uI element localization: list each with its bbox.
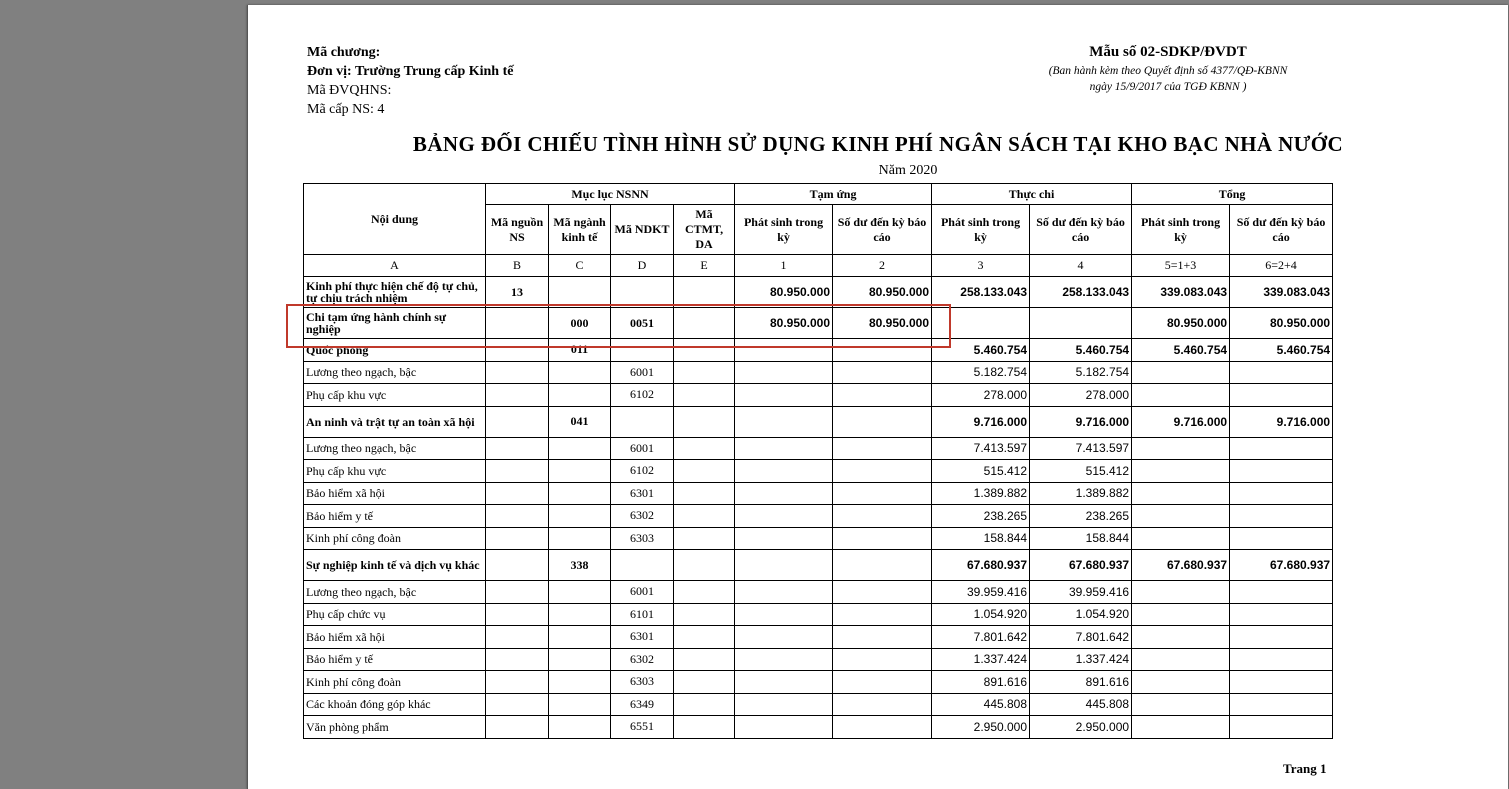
- amount-cell: [735, 648, 833, 671]
- code-cell: [674, 308, 735, 339]
- amount-cell: [735, 361, 833, 384]
- amount-cell: 278.000: [1030, 384, 1132, 407]
- code-cell: [674, 648, 735, 671]
- amount-cell: 67.680.937: [1132, 550, 1230, 581]
- amount-cell: 67.680.937: [1230, 550, 1333, 581]
- amount-cell: 158.844: [932, 527, 1030, 550]
- amount-cell: [735, 406, 833, 437]
- amount-cell: [1230, 384, 1333, 407]
- amount-cell: 278.000: [932, 384, 1030, 407]
- amount-cell: [735, 482, 833, 505]
- row-label: Lương theo ngạch, bậc: [304, 581, 486, 604]
- amount-cell: 80.950.000: [833, 277, 932, 308]
- amount-cell: [1132, 603, 1230, 626]
- amount-cell: 445.808: [1030, 693, 1132, 716]
- table-row: [304, 648, 1333, 671]
- amount-cell: 1.337.424: [1030, 648, 1132, 671]
- index-cell-8: 4: [1030, 255, 1132, 277]
- form-note-2: ngày 15/9/2017 của TGĐ KBNN ): [1089, 81, 1247, 93]
- row-label: Quốc phòng: [304, 339, 486, 362]
- code-cell: [674, 603, 735, 626]
- table-row: [304, 482, 1333, 505]
- amount-cell: 515.412: [1030, 460, 1132, 483]
- table-row: [304, 361, 1333, 384]
- table-row: [304, 527, 1333, 550]
- row-label: Phụ cấp khu vực: [304, 384, 486, 407]
- sub-header-8: Phát sinh trong kỳ: [1132, 205, 1230, 255]
- sub-header-1: Mã ngành kinh tế: [549, 205, 611, 255]
- code-cell: [549, 626, 611, 649]
- row-label: Lương theo ngạch, bậc: [304, 437, 486, 460]
- index-cell-0: A: [304, 255, 486, 277]
- amount-cell: [1132, 384, 1230, 407]
- code-cell: [549, 603, 611, 626]
- amount-cell: [932, 308, 1030, 339]
- amount-cell: [1230, 671, 1333, 694]
- code-cell: 000: [549, 308, 611, 339]
- row-label: An ninh và trật tự an toàn xã hội: [304, 406, 486, 437]
- row-label: Bảo hiểm xã hội: [304, 482, 486, 505]
- amount-cell: [735, 626, 833, 649]
- code-cell: [611, 339, 674, 362]
- code-cell: [486, 308, 549, 339]
- amount-cell: 9.716.000: [1230, 406, 1333, 437]
- amount-cell: [1132, 505, 1230, 528]
- table-row: [304, 406, 1333, 437]
- code-cell: [674, 339, 735, 362]
- sub-header-2: Mã NDKT: [611, 205, 674, 255]
- code-cell: [611, 277, 674, 308]
- code-cell: [674, 527, 735, 550]
- code-cell: [486, 550, 549, 581]
- amount-cell: 67.680.937: [1030, 550, 1132, 581]
- amount-cell: [1132, 648, 1230, 671]
- amount-cell: [735, 550, 833, 581]
- amount-cell: 158.844: [1030, 527, 1132, 550]
- sub-header-3: Mã CTMT, DA: [674, 205, 735, 255]
- code-cell: [549, 527, 611, 550]
- code-cell: [549, 277, 611, 308]
- form-number: Mẫu số 02-SDKP/ĐVDT: [1089, 44, 1247, 60]
- amount-cell: [1230, 603, 1333, 626]
- amount-cell: [833, 361, 932, 384]
- table-row: [304, 671, 1333, 694]
- amount-cell: [1230, 437, 1333, 460]
- code-cell: [486, 581, 549, 604]
- amount-cell: [833, 460, 932, 483]
- report-title: BẢNG ĐỐI CHIẾU TÌNH HÌNH SỬ DỤNG KINH PHÍ NGÂN SÁCH TẠI KHO BẠC NHÀ NƯỚC: [412, 132, 1344, 156]
- amount-cell: [833, 550, 932, 581]
- row-label: Văn phòng phẩm: [304, 716, 486, 739]
- index-cell-9: 5=1+3: [1132, 255, 1230, 277]
- code-cell: 6102: [611, 384, 674, 407]
- amount-cell: 5.460.754: [1132, 339, 1230, 362]
- table-row: [304, 277, 1333, 308]
- amount-cell: 1.054.920: [1030, 603, 1132, 626]
- amount-cell: [833, 505, 932, 528]
- amount-cell: 80.950.000: [833, 308, 932, 339]
- table-row: [304, 460, 1333, 483]
- row-label: Bảo hiểm y tế: [304, 648, 486, 671]
- amount-cell: 1.389.882: [932, 482, 1030, 505]
- row-label: Bảo hiểm y tế: [304, 505, 486, 528]
- amount-cell: 258.133.043: [1030, 277, 1132, 308]
- code-cell: [674, 626, 735, 649]
- row-label: Phụ cấp khu vực: [304, 460, 486, 483]
- code-cell: 6551: [611, 716, 674, 739]
- code-cell: 13: [486, 277, 549, 308]
- code-cell: 6301: [611, 482, 674, 505]
- col-tong-header: Tổng: [1132, 184, 1333, 205]
- header-left: [307, 43, 513, 119]
- code-cell: 6102: [611, 460, 674, 483]
- code-cell: [674, 550, 735, 581]
- row-label: Chi tạm ứng hành chính sự nghiệp: [304, 308, 486, 339]
- code-cell: [486, 716, 549, 739]
- code-cell: [486, 671, 549, 694]
- code-cell: [549, 505, 611, 528]
- row-label: Phụ cấp chức vụ: [304, 603, 486, 626]
- table-row: [304, 339, 1333, 362]
- code-cell: [674, 384, 735, 407]
- index-cell-7: 3: [932, 255, 1030, 277]
- amount-cell: 238.265: [932, 505, 1030, 528]
- index-cell-3: D: [611, 255, 674, 277]
- amount-cell: [1230, 527, 1333, 550]
- amount-cell: [833, 626, 932, 649]
- sub-header-7: Số dư đến kỳ báo cáo: [1030, 205, 1132, 255]
- amount-cell: [1230, 716, 1333, 739]
- code-cell: [549, 716, 611, 739]
- amount-cell: [1230, 460, 1333, 483]
- amount-cell: 891.616: [932, 671, 1030, 694]
- code-cell: [611, 406, 674, 437]
- amount-cell: 80.950.000: [735, 308, 833, 339]
- code-cell: [486, 527, 549, 550]
- code-cell: [549, 384, 611, 407]
- code-cell: 6302: [611, 505, 674, 528]
- unit-label: Đơn vị: Trường Trung cấp Kinh tế: [307, 64, 514, 79]
- index-cell-5: 1: [735, 255, 833, 277]
- code-cell: [611, 550, 674, 581]
- amount-cell: 5.460.754: [1230, 339, 1333, 362]
- index-cell-10: 6=2+4: [1230, 255, 1333, 277]
- code-cell: [674, 671, 735, 694]
- code-cell: [549, 693, 611, 716]
- amount-cell: [833, 693, 932, 716]
- row-label: Sự nghiệp kinh tế và dịch vụ khác: [304, 550, 486, 581]
- code-cell: [486, 384, 549, 407]
- table-row: [304, 384, 1333, 407]
- code-cell: [486, 482, 549, 505]
- code-cell: [674, 693, 735, 716]
- amount-cell: 80.950.000: [1230, 308, 1333, 339]
- amount-cell: 1.054.920: [932, 603, 1030, 626]
- amount-cell: 7.801.642: [932, 626, 1030, 649]
- amount-cell: [1132, 671, 1230, 694]
- table-row: [304, 581, 1333, 604]
- index-cell-4: E: [674, 255, 735, 277]
- sub-header-6: Phát sinh trong kỳ: [932, 205, 1030, 255]
- amount-cell: [735, 671, 833, 694]
- amount-cell: 5.182.754: [932, 361, 1030, 384]
- code-cell: [674, 437, 735, 460]
- amount-cell: [735, 581, 833, 604]
- code-cell: [674, 277, 735, 308]
- amount-cell: 7.801.642: [1030, 626, 1132, 649]
- amount-cell: 80.950.000: [1132, 308, 1230, 339]
- code-cell: [674, 361, 735, 384]
- code-cell: [486, 693, 549, 716]
- code-cell: [486, 361, 549, 384]
- code-cell: 0051: [611, 308, 674, 339]
- code-cell: [549, 648, 611, 671]
- sub-header-9: Số dư đến kỳ báo cáo: [1230, 205, 1333, 255]
- amount-cell: [1230, 505, 1333, 528]
- amount-cell: 9.716.000: [1132, 406, 1230, 437]
- row-label: Kinh phí thực hiện chế độ tự chủ, tự chịu trách nhiệm: [304, 277, 486, 308]
- col-noi-dung-header: Nội dung: [304, 184, 486, 255]
- amount-cell: [833, 384, 932, 407]
- code-cell: [549, 482, 611, 505]
- code-cell: [674, 505, 735, 528]
- code-cell: 6303: [611, 527, 674, 550]
- code-cell: 6001: [611, 361, 674, 384]
- amount-cell: 445.808: [932, 693, 1030, 716]
- amount-cell: [833, 406, 932, 437]
- amount-cell: [735, 693, 833, 716]
- amount-cell: [833, 603, 932, 626]
- amount-cell: 258.133.043: [932, 277, 1030, 308]
- report-table: [303, 183, 1333, 739]
- sub-header-5: Số dư đến kỳ báo cáo: [833, 205, 932, 255]
- amount-cell: 39.959.416: [1030, 581, 1132, 604]
- table-row: [304, 693, 1333, 716]
- code-cell: [674, 581, 735, 604]
- amount-cell: [833, 716, 932, 739]
- amount-cell: 1.389.882: [1030, 482, 1132, 505]
- header-right: [1028, 43, 1308, 94]
- amount-cell: [1132, 626, 1230, 649]
- amount-cell: [1132, 716, 1230, 739]
- amount-cell: [1132, 460, 1230, 483]
- chuong-label: Mã chương:: [307, 45, 381, 60]
- index-cell-1: B: [486, 255, 549, 277]
- code-cell: [486, 339, 549, 362]
- code-cell: [486, 460, 549, 483]
- table-row: [304, 505, 1333, 528]
- code-cell: 011: [549, 339, 611, 362]
- amount-cell: [1132, 482, 1230, 505]
- table-row: [304, 437, 1333, 460]
- amount-cell: 5.460.754: [932, 339, 1030, 362]
- code-cell: [549, 581, 611, 604]
- amount-cell: 891.616: [1030, 671, 1132, 694]
- dvqhns-label: Mã ĐVQHNS:: [307, 83, 392, 98]
- amount-cell: [1132, 437, 1230, 460]
- amount-cell: [1230, 581, 1333, 604]
- code-cell: [549, 671, 611, 694]
- code-cell: [486, 437, 549, 460]
- amount-cell: 2.950.000: [1030, 716, 1132, 739]
- amount-cell: [833, 527, 932, 550]
- code-cell: [674, 716, 735, 739]
- code-cell: [674, 482, 735, 505]
- amount-cell: [735, 505, 833, 528]
- code-cell: [486, 626, 549, 649]
- amount-cell: [833, 671, 932, 694]
- code-cell: 6101: [611, 603, 674, 626]
- amount-cell: 7.413.597: [932, 437, 1030, 460]
- amount-cell: [735, 437, 833, 460]
- col-thuc-chi-header: Thực chi: [932, 184, 1132, 205]
- table-row: [304, 603, 1333, 626]
- amount-cell: [1230, 693, 1333, 716]
- row-label: Lương theo ngạch, bậc: [304, 361, 486, 384]
- sub-header-0: Mã nguồn NS: [486, 205, 549, 255]
- code-cell: [549, 437, 611, 460]
- code-cell: [486, 648, 549, 671]
- index-cell-2: C: [549, 255, 611, 277]
- col-tam-ung-header: Tạm ứng: [735, 184, 932, 205]
- row-label: Các khoản đóng góp khác: [304, 693, 486, 716]
- amount-cell: 5.182.754: [1030, 361, 1132, 384]
- amount-cell: 7.413.597: [1030, 437, 1132, 460]
- amount-cell: [1132, 361, 1230, 384]
- amount-cell: [1132, 581, 1230, 604]
- table-row: [304, 550, 1333, 581]
- amount-cell: 515.412: [932, 460, 1030, 483]
- row-label: Kinh phí công đoàn: [304, 671, 486, 694]
- code-cell: [549, 361, 611, 384]
- amount-cell: [735, 384, 833, 407]
- table-row: [304, 626, 1333, 649]
- amount-cell: 5.460.754: [1030, 339, 1132, 362]
- col-muc-luc-header: Mục lục NSNN: [486, 184, 735, 205]
- amount-cell: [1230, 648, 1333, 671]
- amount-cell: [735, 527, 833, 550]
- amount-cell: 238.265: [1030, 505, 1132, 528]
- amount-cell: [1132, 693, 1230, 716]
- code-cell: [674, 460, 735, 483]
- amount-cell: [833, 581, 932, 604]
- code-cell: 6349: [611, 693, 674, 716]
- index-cell-6: 2: [833, 255, 932, 277]
- report-year: Năm 2020: [878, 163, 938, 178]
- amount-cell: [1030, 308, 1132, 339]
- code-cell: [486, 603, 549, 626]
- amount-cell: 1.337.424: [932, 648, 1030, 671]
- amount-cell: 67.680.937: [932, 550, 1030, 581]
- amount-cell: 9.716.000: [932, 406, 1030, 437]
- page-number: Trang 1: [1283, 761, 1327, 776]
- code-cell: [549, 460, 611, 483]
- amount-cell: [1230, 361, 1333, 384]
- amount-cell: 339.083.043: [1230, 277, 1333, 308]
- amount-cell: [735, 339, 833, 362]
- amount-cell: 2.950.000: [932, 716, 1030, 739]
- code-cell: [674, 406, 735, 437]
- report-page: [247, 5, 1508, 789]
- code-cell: 041: [549, 406, 611, 437]
- amount-cell: [1230, 482, 1333, 505]
- row-label: Kinh phí công đoàn: [304, 527, 486, 550]
- amount-cell: [735, 716, 833, 739]
- amount-cell: [735, 460, 833, 483]
- table-row: [304, 308, 1333, 339]
- amount-cell: [1132, 527, 1230, 550]
- table-row: [304, 716, 1333, 739]
- amount-cell: [833, 339, 932, 362]
- code-cell: [486, 406, 549, 437]
- amount-cell: 39.959.416: [932, 581, 1030, 604]
- amount-cell: 9.716.000: [1030, 406, 1132, 437]
- code-cell: 6301: [611, 626, 674, 649]
- code-cell: 6001: [611, 437, 674, 460]
- amount-cell: 80.950.000: [735, 277, 833, 308]
- amount-cell: 339.083.043: [1132, 277, 1230, 308]
- sub-header-4: Phát sinh trong kỳ: [735, 205, 833, 255]
- row-label: Bảo hiểm xã hội: [304, 626, 486, 649]
- amount-cell: [833, 437, 932, 460]
- code-cell: [486, 505, 549, 528]
- amount-cell: [833, 482, 932, 505]
- code-cell: 338: [549, 550, 611, 581]
- cap-ns-label: Mã cấp NS: 4: [307, 102, 385, 117]
- code-cell: 6001: [611, 581, 674, 604]
- amount-cell: [833, 648, 932, 671]
- amount-cell: [1230, 626, 1333, 649]
- code-cell: 6302: [611, 648, 674, 671]
- form-note-1: (Ban hành kèm theo Quyết định số 4377/QĐ-KBNN: [1048, 65, 1288, 77]
- amount-cell: [735, 603, 833, 626]
- code-cell: 6303: [611, 671, 674, 694]
